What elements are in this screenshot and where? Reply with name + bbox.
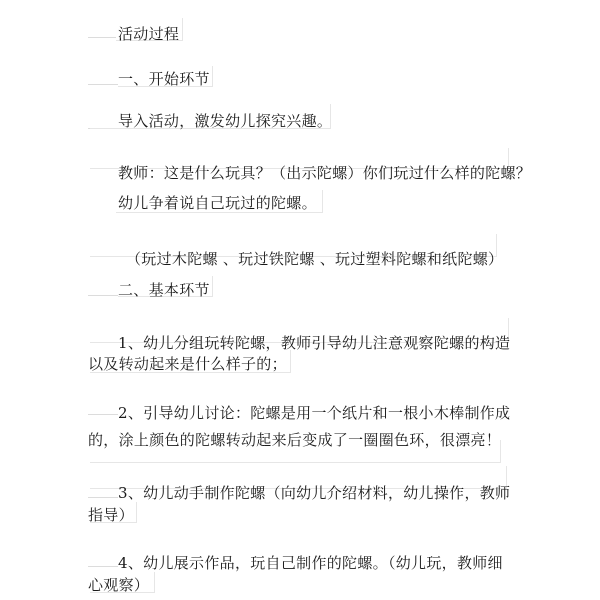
guide-line: [88, 414, 118, 415]
guide-line: [88, 497, 118, 498]
list-item-1-line-2: 以及转动起来是什么样子的；: [88, 355, 287, 373]
list-item-4-line-2: 心观察）: [88, 576, 150, 594]
section-title-basic: 二、基本环节: [118, 281, 210, 299]
list-item-2-line-2: 的，涂上颜色的陀螺转动起来后变成了一圈圈色环，很漂亮！: [88, 431, 502, 449]
list-item-3-line-1: 3、幼儿动手制作陀螺（向幼儿介绍材料，幼儿操作，教师: [118, 484, 511, 502]
guide-line: [88, 295, 118, 296]
paragraph-children-answer: 幼儿争着说自己玩过的陀螺。: [118, 194, 317, 212]
list-item-1-line-1: 1、幼儿分组玩转陀螺，教师引导幼儿注意观察陀螺的构造: [118, 334, 511, 352]
guide-line: [88, 37, 116, 38]
paragraph-teacher-question: 教师：这是什么玩具？（出示陀螺）你们玩过什么样的陀螺？: [118, 164, 532, 182]
paragraph-intro: 导入活动，激发幼儿探究兴趣。: [118, 112, 333, 130]
section-title-start: 一、开始环节: [118, 70, 210, 88]
list-item-3-line-2: 指导）: [88, 506, 134, 524]
list-item-4-line-1: 4、幼儿展示作品，玩自己制作的陀螺。（幼儿玩，教师细: [118, 554, 503, 572]
guide-line: [88, 566, 118, 567]
list-item-2-line-1: 2、引导幼儿讨论：陀螺是用一个纸片和一根小木棒制作成: [118, 404, 511, 422]
paragraph-examples: （玩过木陀螺 、玩过铁陀螺 、玩过塑料陀螺和纸陀螺）: [126, 250, 504, 268]
page-heading: 活动过程: [118, 25, 180, 43]
guide-line: [88, 84, 118, 85]
